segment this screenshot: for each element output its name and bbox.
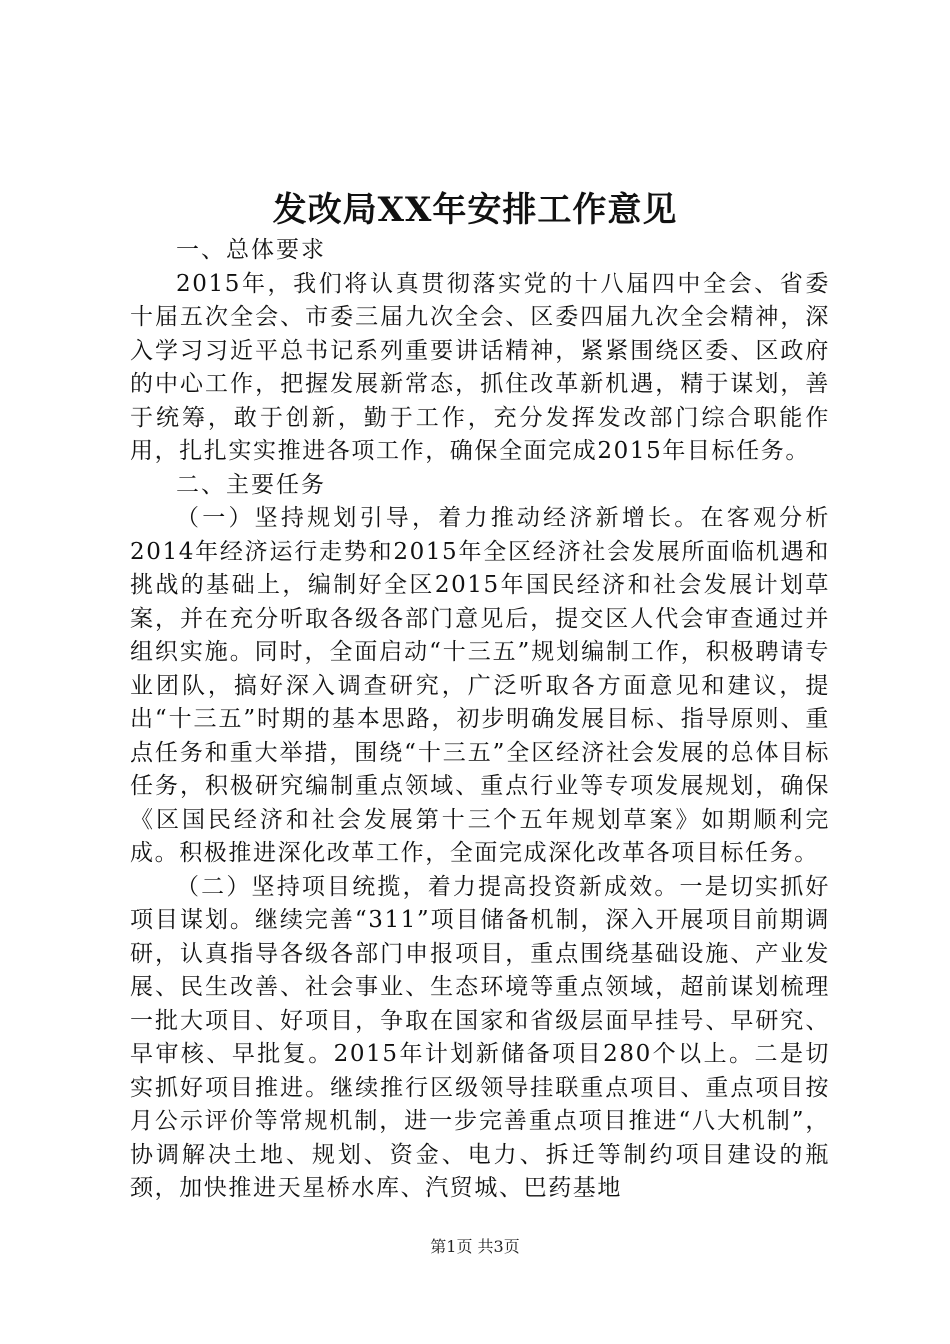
section-heading: 一、总体要求 <box>176 237 326 263</box>
document-body <box>130 234 830 1206</box>
section-heading: 二、主要任务 <box>176 471 326 498</box>
paragraph: 2015年，我们将认真贯彻落实党的十八届四中全会、省委十届五次全会、市委三届九次全会、区委四届九次全会精神，深入学习习近平总书记系列重要讲话精神，紧紧围绕区委、区政府的中心工作，把握发展新常态，抓住改革新机遇，精于谋划，善于统筹，敢于创新，勤于工作，充分发挥发改部门综合职能作用，扎扎实实推进各项工作，确保全面完成2015年目标任务。 <box>130 270 830 464</box>
page-footer: 第1页 共3页 <box>430 1237 520 1256</box>
document-title: 发改局XX年安排工作意见 <box>272 190 678 230</box>
paragraph: （一）坚持规划引导，着力推动经济新增长。在客观分析2014年经济运行走势和2015年全区经济社会发展所面临机遇和挑战的基础上，编制好全区2015年国民经济和社会发展计划草案，并在充分听取各级各部门意见后，提交区人代会审查通过并组织实施。同时，全面启动“十三五”规划编制工作，积极聘请专业团队，搞好深入调查研究，广泛听取各方面意见和建议，提出“十三五”时期的基本思路，初步明确发展目标、指导原则、重点任务和重大举措，围绕“十三五”全区经济社会发展的总体目标任务，积极研究编制重点领域、重点行业等专项发展规划，确保《区国民经济和社会发展第十三个五年规划草案》如期顺利完成。积极推进深化改革工作，全面完成深化改革各项目标任务。 <box>130 505 830 866</box>
paragraph: （二）坚持项目统揽，着力提高投资新成效。一是切实抓好项目谋划。继续完善“311”项目储备机制，深入开展项目前期调研，认真指导各级各部门申报项目，重点围绕基础设施、产业发展、民生改善、社会事业、生态环境等重点领域，超前谋划梳理一批大项目、好项目，争取在国家和省级层面早挂号、早研究、早审核、早批复。2015年计划新储备项目280个以上。二是切实抓好项目推进。继续推行区级领导挂联重点项目、重点项目按月公示评价等常规机制，进一步完善重点项目推进“八大机制”，协调解决土地、规划、资金、电力、拆迁等制约项目建设的瓶颈，加快推进天星桥水库、汽贸城、巴药基地 <box>130 873 830 1201</box>
